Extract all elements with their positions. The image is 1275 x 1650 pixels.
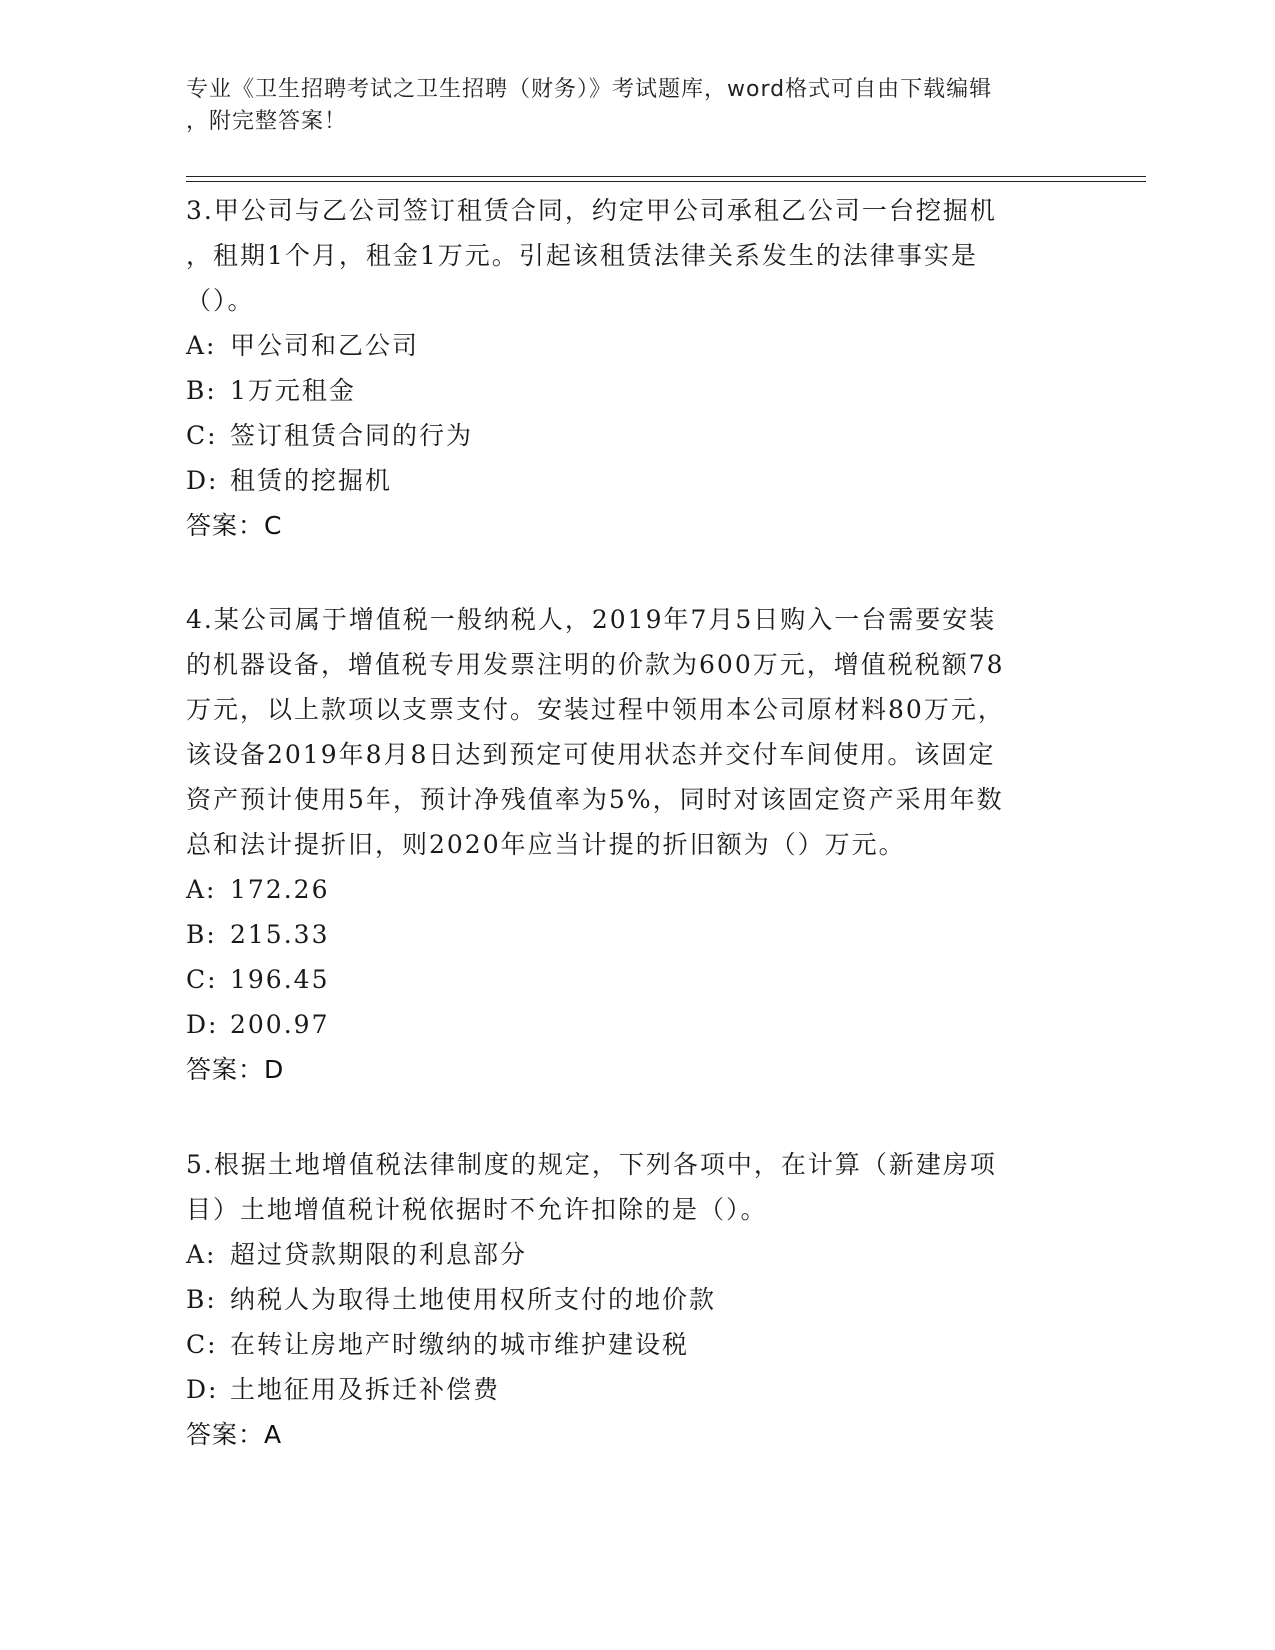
option-letter: B: [186,376,217,405]
option-letter: D: [186,1010,219,1039]
option-letter: C: [186,421,218,450]
option-b [186,912,1066,957]
option-text: 纳税人为取得土地使用权所支付的地价款 [230,1285,717,1314]
header-divider-top [186,176,1146,177]
option-letter: D: [186,1375,219,1404]
option-letter: C: [186,1330,218,1359]
option-letter: C: [186,965,218,994]
header-divider-bottom [186,181,1146,182]
option-text: 超过贷款期限的利息部分 [230,1240,528,1269]
question-5 [186,1142,1066,1457]
option-letter: D: [186,466,219,495]
option-text: 196.45 [230,965,330,994]
option-c [186,957,1066,1002]
header-line-1: 专业《卫生招聘考试之卫生招聘（财务）》考试题库，word格式可自由下载编辑 [186,77,993,102]
option-c [186,1322,1066,1367]
option-letter: A: [186,875,217,904]
option-text: 甲公司和乙公司 [230,331,420,360]
question-stem-line: 3.甲公司与乙公司签订租赁合同，约定甲公司承租乙公司一台挖掘机 [186,196,997,225]
question-stem-line: 总和法计提折旧，则2020年应当计提的折旧额为（）万元。 [186,830,906,859]
header-line-2: ，附完整答案！ [186,109,348,134]
option-b [186,1277,1066,1322]
answer-line: 答案：D [186,1055,285,1084]
option-letter: B: [186,920,217,949]
question-stem-line: 万元，以上款项以支票支付。安装过程中领用本公司原材料80万元， [186,695,1005,724]
question-stem-line: 5.根据土地增值税法律制度的规定，下列各项中，在计算（新建房项 [186,1150,997,1179]
answer-line: 答案：C [186,511,283,540]
option-letter: B: [186,1285,217,1314]
option-letter: A: [186,1240,217,1269]
option-text: 在转让房地产时缴纳的城市维护建设税 [230,1330,690,1359]
question-stem-line: （）。 [186,286,255,315]
option-a [186,323,1066,368]
option-a [186,867,1066,912]
option-text: 1万元租金 [230,376,356,405]
question-stem-line: ，租期1个月，租金1万元。引起该租赁法律关系发生的法律事实是 [186,241,978,270]
option-text: 签订租赁合同的行为 [230,421,474,450]
option-d [186,458,1066,503]
question-stem-line: 资产预计使用5年，预计净残值率为5%，同时对该固定资产采用年数 [186,785,1004,814]
option-d [186,1002,1066,1047]
question-4 [186,597,1066,1092]
question-stem-line: 目）土地增值税计税依据时不允许扣除的是（）。 [186,1195,768,1224]
option-text: 租赁的挖掘机 [230,466,393,495]
option-text: 200.97 [230,1010,330,1039]
option-text: 土地征用及拆迁补偿费 [230,1375,501,1404]
document-header [186,74,1066,138]
option-d [186,1367,1066,1412]
option-b [186,368,1066,413]
question-3 [186,188,1066,548]
question-stem-line: 该设备2019年8月8日达到预定可使用状态并交付车间使用。该固定 [186,740,996,769]
answer-line: 答案：A [186,1420,283,1449]
option-text: 215.33 [230,920,330,949]
question-stem-line: 4.某公司属于增值税一般纳税人，2019年7月5日购入一台需要安装 [186,605,997,634]
option-c [186,413,1066,458]
option-text: 172.26 [230,875,330,904]
question-stem-line: 的机器设备，增值税专用发票注明的价款为600万元，增值税税额78 [186,650,1005,679]
option-a [186,1232,1066,1277]
option-letter: A: [186,331,217,360]
